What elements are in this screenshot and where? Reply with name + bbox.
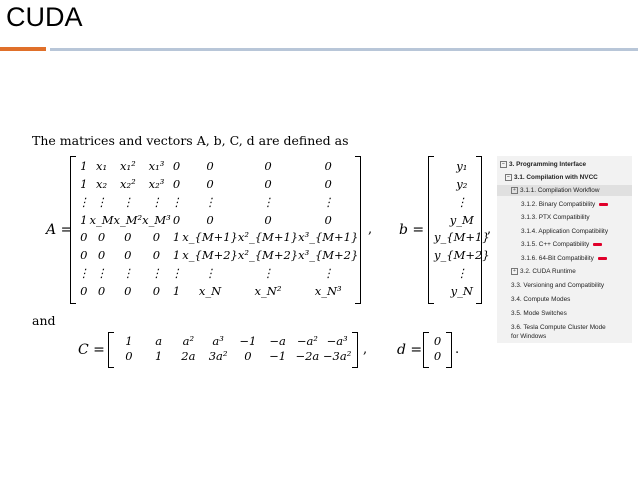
collapse-icon[interactable]: − bbox=[500, 161, 507, 168]
matrix-a-cell: 0 bbox=[97, 283, 106, 298]
matrix-a-cell: 0 bbox=[206, 212, 214, 227]
matrix-a-cell: ⋮ bbox=[262, 194, 274, 209]
matrix-a-cell: x_N³ bbox=[314, 283, 342, 298]
vector-d-right-bracket bbox=[446, 332, 452, 368]
matrix-a-label: A bbox=[46, 222, 57, 238]
red-highlight-mark bbox=[598, 257, 607, 260]
nav-item-label: 3.1.2. Binary Compatibility bbox=[521, 201, 596, 208]
matrix-a-cell: 0 bbox=[152, 248, 161, 263]
vector-b-cell: ⋮ bbox=[456, 194, 468, 209]
matrix-a-cell: 0 bbox=[206, 177, 214, 192]
nav-item-label: 3.1.6. 64-Bit Compatibility bbox=[521, 255, 594, 262]
slide-title: CUDA bbox=[6, 2, 83, 32]
matrix-a-cell: ⋮ bbox=[78, 265, 90, 280]
nav-item[interactable] bbox=[497, 266, 632, 277]
matrix-a-cell: 1 bbox=[172, 283, 181, 298]
nav-item[interactable] bbox=[497, 212, 632, 223]
matrix-a-cell: ⋮ bbox=[204, 194, 216, 209]
title-divider-rule bbox=[50, 48, 638, 51]
nav-item-label: 3.6. Tesla Compute Cluster Mode bbox=[511, 324, 606, 331]
nav-item-label: 3.4. Compute Modes bbox=[511, 296, 571, 303]
nav-item-label: 3.1.4. Application Compatibility bbox=[521, 228, 609, 235]
matrix-a-equation-label bbox=[46, 222, 72, 238]
vector-b-cell: ⋮ bbox=[456, 265, 468, 280]
matrix-c bbox=[114, 334, 352, 364]
matrix-c-cell: 0 bbox=[125, 349, 133, 363]
nav-item-label: for Windows bbox=[511, 333, 547, 340]
matrix-a-cell: x₂ bbox=[95, 177, 108, 192]
matrix-a-cell: x_{M+1} bbox=[182, 230, 238, 245]
matrix-a-cell: ⋮ bbox=[95, 265, 108, 280]
vector-d-equation-label bbox=[397, 342, 422, 358]
matrix-a-cell: 0 bbox=[97, 248, 106, 263]
nav-item[interactable] bbox=[497, 253, 632, 264]
matrix-c-cell: −a bbox=[269, 334, 286, 348]
vector-b-equation-label bbox=[399, 222, 424, 238]
nav-item-label: 3.1.1. Compilation Workflow bbox=[520, 187, 600, 194]
vector-b-cell: y₂ bbox=[456, 177, 468, 192]
nav-item[interactable] bbox=[497, 308, 632, 319]
matrix-a-cell: ⋮ bbox=[204, 265, 216, 280]
matrix-a-cell: ⋮ bbox=[170, 265, 183, 280]
matrix-c-right-bracket bbox=[352, 332, 358, 368]
matrix-a-left-bracket bbox=[70, 156, 76, 304]
matrix-a-cell: x_M² bbox=[113, 212, 143, 227]
nav-item-label: 3.5. Mode Switches bbox=[511, 310, 567, 317]
matrix-a-cell: ⋮ bbox=[150, 194, 163, 209]
matrix-a-cell: x³_{M+1} bbox=[298, 230, 359, 245]
matrix-a-cell: x²_{M+2} bbox=[237, 248, 299, 263]
and-text: and bbox=[32, 313, 56, 328]
expand-icon[interactable]: + bbox=[511, 187, 518, 194]
vector-b-label: b bbox=[399, 222, 408, 238]
vector-b-cell: y_{M+2} bbox=[434, 248, 490, 263]
nav-item-label: 3.3. Versioning and Compatibility bbox=[511, 282, 605, 289]
vector-b-cell: y_M bbox=[449, 212, 474, 227]
matrix-c-cell: 3a² bbox=[208, 349, 228, 363]
red-highlight-mark bbox=[593, 243, 602, 246]
matrix-a-equals: = bbox=[60, 222, 73, 238]
nav-item[interactable] bbox=[497, 199, 632, 210]
matrix-c-label: C bbox=[78, 342, 89, 358]
matrix-a-cell: ⋮ bbox=[170, 194, 183, 209]
nav-tree-panel bbox=[497, 156, 632, 343]
matrix-c-cell: a³ bbox=[212, 334, 224, 348]
vector-d-label: d bbox=[397, 342, 406, 358]
matrix-a-cell: ⋮ bbox=[95, 194, 108, 209]
vector-d-equals: = bbox=[410, 342, 423, 358]
matrix-c-cell: a² bbox=[182, 334, 195, 348]
matrix-a-cell: ⋮ bbox=[122, 194, 134, 209]
matrix-a-cell: 0 bbox=[124, 283, 132, 298]
matrix-a-cell: ⋮ bbox=[262, 265, 274, 280]
nav-item-label: 3.1.5. C++ Compatibility bbox=[521, 241, 590, 248]
matrix-a-cell: 0 bbox=[97, 230, 106, 245]
intro-text: The matrices and vectors A, b, C, d are defined as bbox=[32, 133, 349, 148]
nav-item-label: 3.1.3. PTX Compatibility bbox=[521, 214, 590, 221]
vector-d-cell: 0 bbox=[433, 349, 442, 363]
vector-b bbox=[434, 158, 490, 300]
matrix-a-cell: x₁² bbox=[119, 159, 136, 174]
nav-item[interactable] bbox=[497, 294, 632, 305]
matrix-a-cell: 0 bbox=[80, 230, 88, 245]
vector-b-comma: , bbox=[487, 222, 492, 237]
matrix-a-cell: x³_{M+2} bbox=[298, 248, 359, 263]
matrix-c-cell: 0 bbox=[244, 349, 252, 363]
matrix-a-cell: x_N bbox=[198, 283, 222, 298]
matrix-a-cell: x_{M+2} bbox=[182, 248, 238, 263]
matrix-a-cell: ⋮ bbox=[78, 194, 90, 209]
vector-b-cell: y₁ bbox=[456, 159, 468, 174]
matrix-a-cell: 0 bbox=[206, 159, 214, 174]
matrix-c-cell: −1 bbox=[269, 349, 287, 363]
nav-item[interactable] bbox=[497, 280, 632, 291]
matrix-c-cell: −1 bbox=[239, 334, 257, 348]
matrix-c-comma: , bbox=[363, 342, 368, 357]
vector-b-cell: y_{M+1} bbox=[434, 230, 490, 245]
matrix-a bbox=[78, 158, 359, 300]
matrix-a-cell: 0 bbox=[264, 212, 272, 227]
matrix-a-cell: 1 bbox=[80, 212, 88, 227]
matrix-a-cell: 1 bbox=[80, 159, 88, 174]
matrix-a-cell: 0 bbox=[324, 177, 332, 192]
matrix-c-cell: 2a bbox=[181, 349, 196, 363]
matrix-a-cell: 0 bbox=[152, 283, 161, 298]
matrix-c-equals: = bbox=[93, 342, 105, 358]
matrix-a-cell: x_M bbox=[89, 212, 114, 227]
matrix-a-cell: 0 bbox=[324, 212, 332, 227]
nav-item[interactable] bbox=[497, 159, 632, 170]
nav-item[interactable] bbox=[497, 185, 632, 196]
matrix-a-cell: ⋮ bbox=[322, 265, 334, 280]
matrix-a-cell: x_M³ bbox=[142, 212, 171, 227]
matrix-c-cell: −3a² bbox=[322, 349, 352, 363]
vector-b-cell: y_N bbox=[450, 283, 473, 298]
nav-item[interactable] bbox=[497, 172, 632, 183]
matrix-a-cell: 0 bbox=[80, 248, 88, 263]
matrix-a-cell: 1 bbox=[80, 177, 88, 192]
expand-icon[interactable]: + bbox=[511, 268, 518, 275]
collapse-icon[interactable]: − bbox=[505, 174, 512, 181]
vector-d-period: . bbox=[455, 342, 460, 357]
nav-item-label: 3. Programming Interface bbox=[509, 161, 587, 168]
matrix-a-cell: 1 bbox=[172, 230, 181, 245]
vector-b-equals: = bbox=[412, 222, 425, 238]
matrix-a-cell: ⋮ bbox=[150, 265, 163, 280]
matrix-a-cell: 0 bbox=[172, 212, 181, 227]
matrix-c-cell: a bbox=[155, 334, 163, 348]
matrix-c-cell: −a³ bbox=[326, 334, 348, 348]
nav-item[interactable] bbox=[497, 331, 632, 342]
nav-item[interactable] bbox=[497, 226, 632, 237]
matrix-a-cell: 0 bbox=[80, 283, 88, 298]
matrix-a-cell: 0 bbox=[172, 177, 181, 192]
matrix-a-cell: 0 bbox=[152, 230, 161, 245]
nav-item[interactable] bbox=[497, 239, 632, 250]
matrix-a-cell: x₂² bbox=[119, 177, 136, 192]
matrix-a-cell: x₁ bbox=[95, 159, 108, 174]
matrix-a-cell: x_N² bbox=[254, 283, 282, 298]
red-highlight-mark bbox=[599, 203, 608, 206]
nav-item-label: 3.1. Compilation with NVCC bbox=[514, 174, 598, 181]
matrix-a-cell: ⋮ bbox=[122, 265, 134, 280]
matrix-a-cell: ⋮ bbox=[322, 194, 334, 209]
matrix-a-cell: x₂³ bbox=[148, 177, 165, 192]
matrix-a-cell: x²_{M+1} bbox=[237, 230, 299, 245]
matrix-a-cell: 0 bbox=[324, 159, 332, 174]
matrix-a-cell: 0 bbox=[264, 159, 272, 174]
matrix-a-cell: 0 bbox=[124, 230, 132, 245]
title-accent-rule bbox=[0, 47, 46, 51]
matrix-c-cell: 1 bbox=[154, 349, 163, 363]
matrix-c-cell: −a² bbox=[296, 334, 318, 348]
nav-item-label: 3.2. CUDA Runtime bbox=[520, 268, 576, 275]
matrix-c-equation-label bbox=[78, 342, 105, 358]
matrix-a-cell: 0 bbox=[124, 248, 132, 263]
matrix-a-comma: , bbox=[368, 222, 373, 237]
vector-d bbox=[429, 334, 446, 364]
vector-d-cell: 0 bbox=[433, 334, 442, 348]
matrix-c-cell: 1 bbox=[125, 334, 133, 348]
matrix-a-cell: x₁³ bbox=[148, 159, 165, 174]
matrix-a-cell: 0 bbox=[264, 177, 272, 192]
matrix-a-cell: 0 bbox=[172, 159, 181, 174]
matrix-a-cell: 1 bbox=[172, 248, 181, 263]
matrix-c-cell: −2a bbox=[295, 349, 320, 363]
